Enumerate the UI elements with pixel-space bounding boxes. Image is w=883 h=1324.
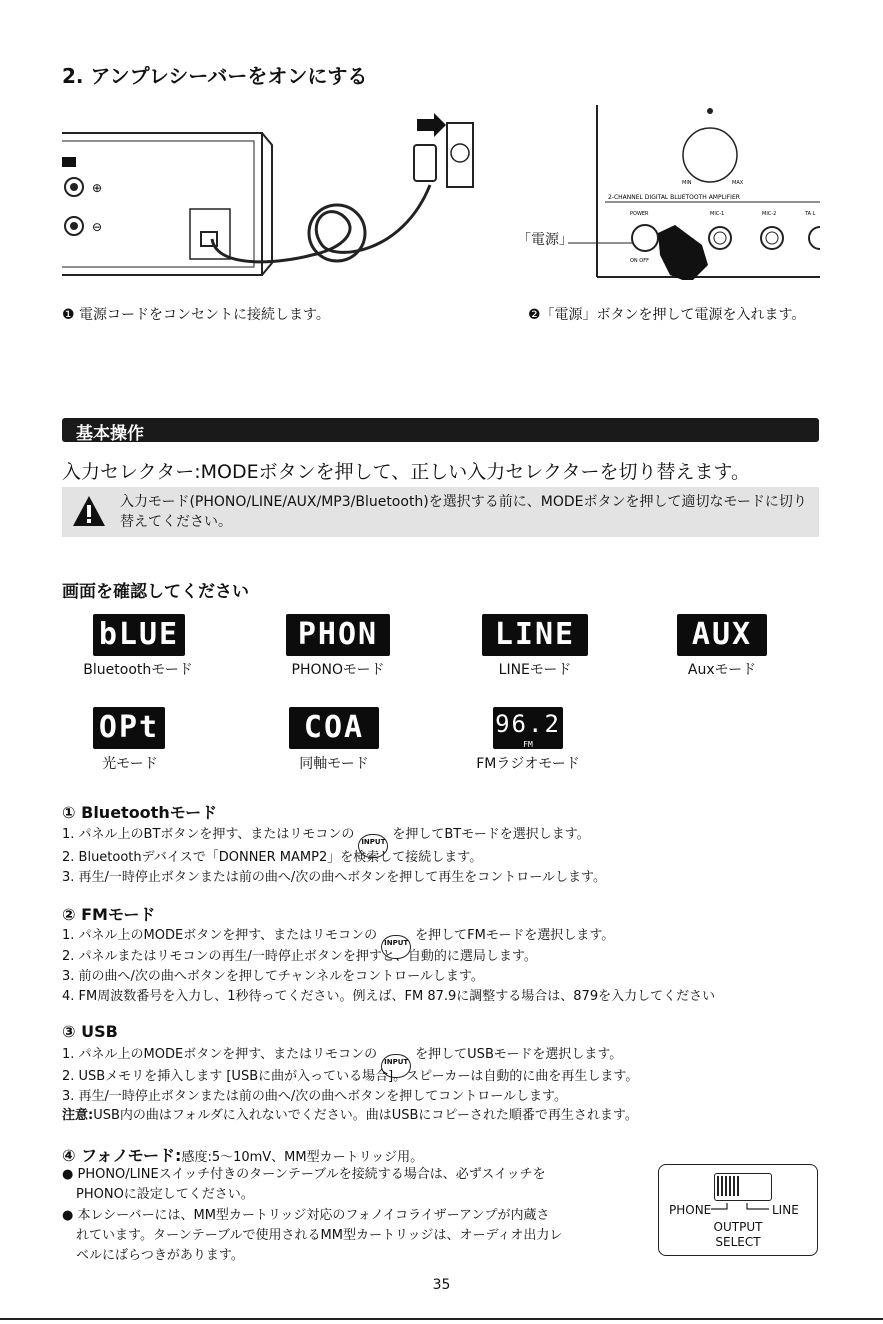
lcd-line: LINE bbox=[482, 614, 588, 656]
label-line: LINEモード bbox=[498, 662, 572, 678]
step-heading: 2. アンプレシーバーをオンにする bbox=[62, 64, 368, 88]
switch-phone-label: PHONE bbox=[669, 1203, 712, 1217]
switch-track bbox=[714, 1173, 772, 1201]
fm-line-1: 1. パネル上のMODEボタンを押す、またはリモコンの INPUT を押してFMモードを選択します。 bbox=[62, 924, 614, 959]
label-coaxial: 同軸モード bbox=[299, 756, 369, 772]
ta-label: TA L bbox=[805, 211, 816, 217]
label-fm: FMラジオモード bbox=[476, 756, 580, 772]
label-phono: PHONOモード bbox=[291, 662, 385, 678]
usb-title: ③ USB bbox=[62, 1022, 118, 1041]
bluetooth-line-3: 3. 再生/一時停止ボタンまたは前の曲へ/次の曲へボタンを押して再生をコントロールします。 bbox=[62, 870, 606, 885]
warning-icon bbox=[72, 495, 106, 527]
usb-note-label: 注意: bbox=[62, 1108, 94, 1123]
switch-markers bbox=[711, 1199, 771, 1215]
page-number: 35 bbox=[432, 1277, 451, 1293]
fm-line-4: 4. FM周波数番号を入力し、1秒待ってください。例えば、FM 87.9に調整する場合は、879を入力してください bbox=[62, 989, 716, 1004]
power-callout: 「電源」 bbox=[517, 232, 573, 248]
phono-bullet-2a: ● 本レシーバーには、MM型カートリッジ対応のフォノイコライザーアンプが内蔵さ bbox=[62, 1208, 550, 1223]
usb-line-3: 3. 再生/一時停止ボタンまたは前の曲へ/次の曲へボタンを押してコントロールします。 bbox=[62, 1089, 567, 1104]
panel-brand: 2-CHANNEL DIGITAL BLUETOOTH AMPLIFIER bbox=[608, 194, 740, 201]
fm-line-3: 3. 前の曲へ/次の曲へボタンを押してチャンネルをコントロールします。 bbox=[62, 969, 484, 984]
power-label: POWER bbox=[630, 211, 649, 217]
input-icon: INPUT bbox=[381, 1054, 411, 1078]
usb-line-2: 2. USBメモリを挿入します [USBに曲が入っている場合]。スピーカーは自動的に曲を再生します。 bbox=[62, 1069, 639, 1084]
warning-box bbox=[62, 487, 819, 537]
lcd-optical: OPt bbox=[93, 707, 165, 749]
usb-line-1: 1. パネル上のMODEボタンを押す、またはリモコンの INPUT を押してUSBモードを選択します。 bbox=[62, 1043, 622, 1078]
phono-bullet-1b: PHONOに設定してください。 bbox=[76, 1187, 254, 1202]
phono-title-row: ④ フォノモード:感度:5〜10mV、MM型カートリッジ用。 bbox=[62, 1146, 424, 1165]
label-aux: Auxモード bbox=[687, 662, 757, 678]
bluetooth-line-1: 1. パネル上のBTボタンを押す、またはリモコンの INPUT を押してBTモードを選択します。 bbox=[62, 823, 590, 858]
label-bluetooth: Bluetoothモード bbox=[83, 662, 193, 678]
lcd-aux: AUX bbox=[677, 614, 767, 656]
max-label: MAX bbox=[732, 180, 744, 186]
input-selector-text: 入力セレクター:MODEボタンを押して、正しい入力セレクターを切り替えます。 bbox=[62, 461, 750, 483]
lcd-bluetooth: bLUE bbox=[93, 614, 185, 656]
lcd-fm bbox=[493, 707, 563, 749]
switch-knob bbox=[717, 1176, 741, 1196]
label-optical: 光モード bbox=[102, 756, 158, 772]
input-icon: INPUT bbox=[358, 834, 388, 858]
on-off-label: ON OFF bbox=[630, 258, 649, 264]
mic2-label: MIC-2 bbox=[762, 211, 777, 217]
warning-text: 入力モード(PHONO/LINE/AUX/MP3/Bluetooth)を選択する前に、MODEボタンを押して適切なモードに切り替えてください。 bbox=[120, 494, 807, 530]
fm-line-2: 2. パネルまたはリモコンの再生/一時停止ボタンを押すと、自動的に選局します。 bbox=[62, 949, 537, 964]
lcd-phono: PHON bbox=[286, 614, 390, 656]
confirm-heading: 画面を確認してください bbox=[62, 582, 249, 602]
section-header bbox=[62, 418, 819, 442]
bottom-rule bbox=[0, 1318, 883, 1320]
caption-step-one: ❶ 電源コードをコンセントに接続します。 bbox=[62, 307, 330, 323]
lcd-coaxial: COA bbox=[289, 707, 379, 749]
bluetooth-title: ① Bluetoothモード bbox=[62, 803, 218, 822]
switch-caption: OUTPUT SELECT bbox=[713, 1220, 763, 1249]
min-label: MIN bbox=[682, 180, 692, 186]
usb-note: 注意:USB内の曲はフォルダに入れないでください。曲はUSBにコピーされた順番で再生されます。 bbox=[62, 1108, 638, 1123]
phono-title: ④ フォノモード: bbox=[62, 1146, 182, 1165]
bluetooth-line-2: 2. Bluetoothデバイスで「DONNER MAMP2」を検索して接続します。 bbox=[62, 850, 483, 865]
power-cord-illustration bbox=[62, 105, 482, 280]
fm-title: ② FMモード bbox=[62, 905, 156, 924]
caption-step-two: ❷「電源」ボタンを押して電源を入れます。 bbox=[528, 307, 806, 323]
svg-text:⊖: ⊖ bbox=[92, 220, 103, 234]
front-panel-illustration bbox=[510, 105, 820, 280]
phono-bullet-1a: ● PHONO/LINEスイッチ付きのターンテーブルを接続する場合は、必ずスイッチを bbox=[62, 1167, 546, 1182]
svg-text:⊕: ⊕ bbox=[92, 181, 103, 195]
output-select-switch bbox=[658, 1164, 818, 1256]
mic1-label: MIC-1 bbox=[710, 211, 725, 217]
input-icon: INPUT bbox=[381, 935, 411, 959]
switch-line-label: LINE bbox=[772, 1203, 799, 1217]
section-title: 基本操作 bbox=[76, 424, 144, 444]
lcd-fm-sub: FM bbox=[523, 740, 533, 749]
phono-bullet-2c: ベルにばらつきがあります。 bbox=[76, 1248, 244, 1263]
phono-bullet-2b: れています。ターンテーブルで使用されるMM型カートリッジは、オーディオ出力レ bbox=[76, 1228, 563, 1243]
lcd-fm-frequency: 96.2 bbox=[495, 710, 561, 738]
